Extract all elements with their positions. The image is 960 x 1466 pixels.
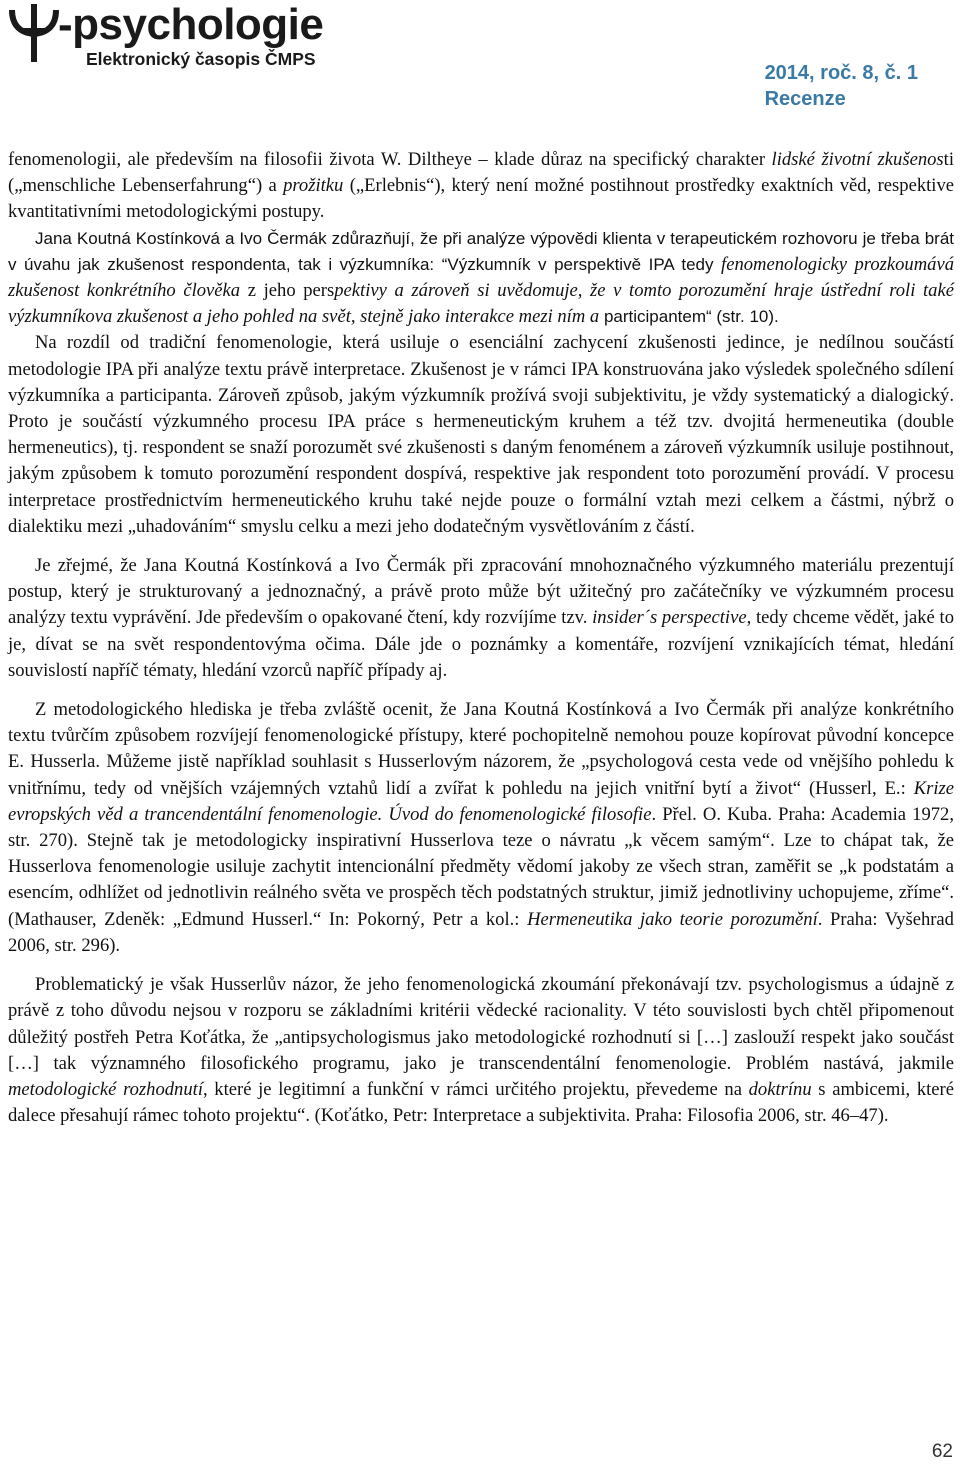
article-body bbox=[8, 147, 954, 1129]
psi-logo-icon bbox=[6, 2, 66, 64]
section-name: Recenze bbox=[764, 88, 846, 110]
journal-subtitle: Elektronický časopis ČMPS bbox=[86, 49, 316, 69]
paragraph-5: Z metodologického hlediska je třeba zvláště ocenit, že Jana Koutná Kostínková a Ivo Čermák při analýze konkrétního textu tvůrčím způsobem rozvíjejí fenomenologické přístupy, které pochopitelně nemohou pouze kopírovat původní koncepce E. Husserla. Můžeme jistě například souhlasit s Husserlovým názorem, že „psychologová cesta vede od vnějšího pohledu k vnitřnímu, tedy od vnějších vzájemných vztahů lidí a zvířat k pohledu na jejich vnitřní bytí a život“ (Husserl, E.: Krize evropských věd a trancendentální fenomenologie. Úvod do fenomenologické filosofie. Přel. O. Kuba. Praha: Academia 1972, str. 270). Stejně tak je metodologicky inspirativní Husserlova teze o návratu „k věcem samým“. Lze to chápat tak, že Husserlova fenomenologie usiluje zachytit intencionální předměty vědomí jakoby ze všech stran, zaměřit se „k podstatám a esencím, odhlížet od jednotlivin reálného světa ve prospěch těch podstatných struktur, jimiž jednotliviny uchopujeme, zříme“. (Mathauser, Zdeněk: „Edmund Husserl.“ In: Pokorný, Petr a kol.: Hermeneutika jako teorie porozumění. Praha: Vyšehrad 2006, str. 296). bbox=[8, 699, 954, 956]
page-number: 62 bbox=[931, 1441, 953, 1462]
issue-number: 2014, roč. 8, č. 1 bbox=[764, 62, 918, 84]
paragraph-6: Problematický je však Husserlův názor, že jeho fenomenologická zkoumání překonávají tzv. psychologismus a údajně z právě z toho důvodu nejsou v rozporu se základními kritérii vědecké racionality. V této souvislosti bych chtěl připomenout důležitý postřeh Petra Koťátka, že „antipsychologismus jako metodologické rozhodnutí si […] zaslouží respekt jako součást […] tak významného filosofického programu, jako je transcendentální fenomenologie. Problém nastává, jakmile metodologické rozhodnutí, které je legitimní a funkční v rámci určitého projektu, převedeme na doktrínu s ambicemi, které dalece přesahují rámec tohoto projektu“. (Koťátko, Petr: Interpretace a subjektivita. Praha: Filosofia 2006, str. 46‒47). bbox=[8, 974, 954, 1127]
paragraph-2: Jana Koutná Kostínková a Ivo Čermák zdůrazňují, že při analýze výpovědi klienta v terapeutickém rozhovoru je třeba brát v úvahu jak zkušenost respondenta, tak i výzkumníka: “Výzkumník v perspektivě IPA tedy fenomenologicky prozkoumává zkušenost konkrétního člověka z jeho perspektivy a zároveň si uvědomuje, že v tomto porozumění hraje ústřední roli také výzkumníkova zkušenost a jeho pohled na svět, stejně jako interakce mezi ním a participantem“ (str. 10). bbox=[8, 228, 954, 328]
paragraph-3: Na rozdíl od tradiční fenomenologie, která usiluje o esenciální zachycení zkušenosti jedince, je nedílnou součástí metodologie IPA při analýze textu právě interpretace. Zkušenost je v rámci IPA konstruována jako výsledek společného sdílení výzkumníka a participanta. Zároveň způsob, jakým výzkumník prožívá svoji subjektivitu, je vždy systematický a dialogický. Proto je součástí výzkumného procesu IPA práce s hermeneutickým kruhem a též tzv. dvojitá hermeneutika (double hermeneutics), tj. respondent se snaží porozumět své zkušenosti s daným fenoménem a zároveň výzkumník usiluje postihnout, jakým způsobem k tomuto porozumění respondent dospívá, respektive jak respondent toto porozumění provádí. V procesu interpretace prostřednictvím hermeneutického kruhu také nejde pouze o formální vztah mezi celkem a částmi, nýbrž o dialektiku mezi „uhadováním“ smyslu celku a mezi jeho dodatečným vysvětlováním z částí. bbox=[8, 332, 954, 537]
issue-info bbox=[765, 60, 918, 112]
paragraph-1: fenomenologii, ale především na filosofii života W. Diltheye ‒ klade důraz na specifický charakter lidské životní zkušenosti („menschliche Lebenserfahrung“) a prožitku („Erlebnis“), který není možné postihnout prostředky exaktních věd, respektive kvantitativními metodologickými postupy. bbox=[8, 149, 954, 223]
journal-title: -psychologie bbox=[58, 0, 324, 49]
journal-logo bbox=[6, 2, 386, 74]
paragraph-4: Je zřejmé, že Jana Koutná Kostínková a Ivo Čermák při zpracování mnohoznačného výzkumného materiálu prezentují postup, který je strukturovaný a jednoznačný, a právě proto může být užitečný pro začátečníky ve výzkumném procesu analýzy textu vyprávění. Jde především o opakované čtení, kdy rozvíjíme tzv. insider´s perspective, tedy chceme vědět, jaké to je, dívat se na svět respondentovýma očima. Dále jde o poznámky a komentáře, rozvíjení vznikajících témat, hledání souvislostí napříč tématy, hledání vzorců napříč případy aj. bbox=[8, 555, 954, 681]
